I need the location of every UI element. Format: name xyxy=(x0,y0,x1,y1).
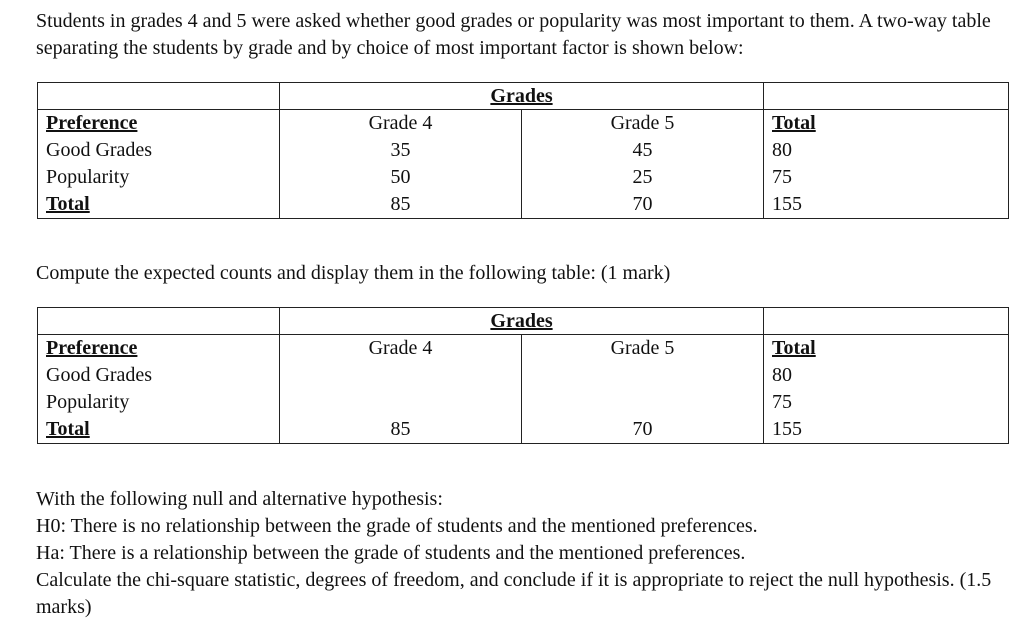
row-label-popularity: Popularity xyxy=(46,166,130,188)
grade4-header: Grade 4 xyxy=(368,112,433,134)
grade5-column xyxy=(522,110,764,219)
observed-counts-table xyxy=(37,82,1009,219)
grade5-header: Grade 5 xyxy=(610,112,675,134)
grade4-column xyxy=(280,110,522,219)
cell-total-grade5: 70 xyxy=(632,193,653,215)
null-hypothesis: H0: There is no relationship between the grade of students and the mentioned preferences. xyxy=(36,515,758,537)
total-column xyxy=(764,110,1009,219)
table-group-header-row xyxy=(38,83,1009,110)
hypothesis-block xyxy=(36,486,1011,621)
cell-popularity-grade5: 25 xyxy=(632,166,653,188)
table-corner-cell-right xyxy=(764,83,1009,110)
intro-paragraph: Students in grades 4 and 5 were asked whether good grades or popularity was most important to them. A two-way table separating the students by grade and by choice of most important factor is shown below: xyxy=(36,10,991,59)
grade4-column xyxy=(280,335,522,444)
table-body-row xyxy=(38,335,1009,444)
grades-group-header: Grades xyxy=(280,83,764,110)
table-body-row xyxy=(38,110,1009,219)
task-instruction: Calculate the chi-square statistic, degrees of freedom, and conclude if it is appropriate to reject the null hypothesis. (1.5 marks) xyxy=(36,569,992,618)
row-label-popularity: Popularity xyxy=(46,391,130,413)
total-header: Total xyxy=(772,337,816,359)
cell-total-grade4: 85 xyxy=(390,193,411,215)
cell-total-total: 155 xyxy=(772,418,802,440)
row-label-total: Total xyxy=(46,193,90,215)
grade5-column xyxy=(522,335,764,444)
cell-total-grade5: 70 xyxy=(632,418,653,440)
alternative-hypothesis: Ha: There is a relationship between the grade of students and the mentioned preferences. xyxy=(36,542,746,564)
instruction-text: Compute the expected counts and display them in the following table: (1 mark) xyxy=(36,262,671,284)
total-header: Total xyxy=(772,112,816,134)
hypothesis-intro: With the following null and alternative hypothesis: xyxy=(36,488,443,510)
table-corner-cell-right xyxy=(764,308,1009,335)
cell-popularity-grade4: 50 xyxy=(390,166,411,188)
grade4-header: Grade 4 xyxy=(368,337,433,359)
preference-header: Preference xyxy=(46,112,138,134)
row-label-total: Total xyxy=(46,418,90,440)
cell-good-grades-total: 80 xyxy=(772,364,792,386)
cell-good-grades-grade4: 35 xyxy=(390,139,411,161)
cell-total-total: 155 xyxy=(772,193,802,215)
cell-good-grades-grade5: 45 xyxy=(632,139,653,161)
preference-column xyxy=(38,335,280,444)
cell-total-grade4: 85 xyxy=(390,418,411,440)
table-group-header-row xyxy=(38,308,1009,335)
expected-counts-table xyxy=(37,307,1009,444)
cell-popularity-total: 75 xyxy=(772,391,792,413)
cell-popularity-total: 75 xyxy=(772,166,792,188)
table-corner-cell xyxy=(38,308,280,335)
cell-good-grades-grade4 xyxy=(288,362,513,389)
cell-popularity-grade4 xyxy=(288,389,513,416)
grade5-header: Grade 5 xyxy=(610,337,675,359)
row-label-good-grades: Good Grades xyxy=(46,364,153,386)
cell-good-grades-total: 80 xyxy=(772,139,792,161)
grades-group-header: Grades xyxy=(280,308,764,335)
row-label-good-grades: Good Grades xyxy=(46,139,153,161)
preference-column xyxy=(38,110,280,219)
total-column xyxy=(764,335,1009,444)
cell-popularity-grade5 xyxy=(530,389,755,416)
table-corner-cell xyxy=(38,83,280,110)
preference-header: Preference xyxy=(46,337,138,359)
cell-good-grades-grade5 xyxy=(530,362,755,389)
